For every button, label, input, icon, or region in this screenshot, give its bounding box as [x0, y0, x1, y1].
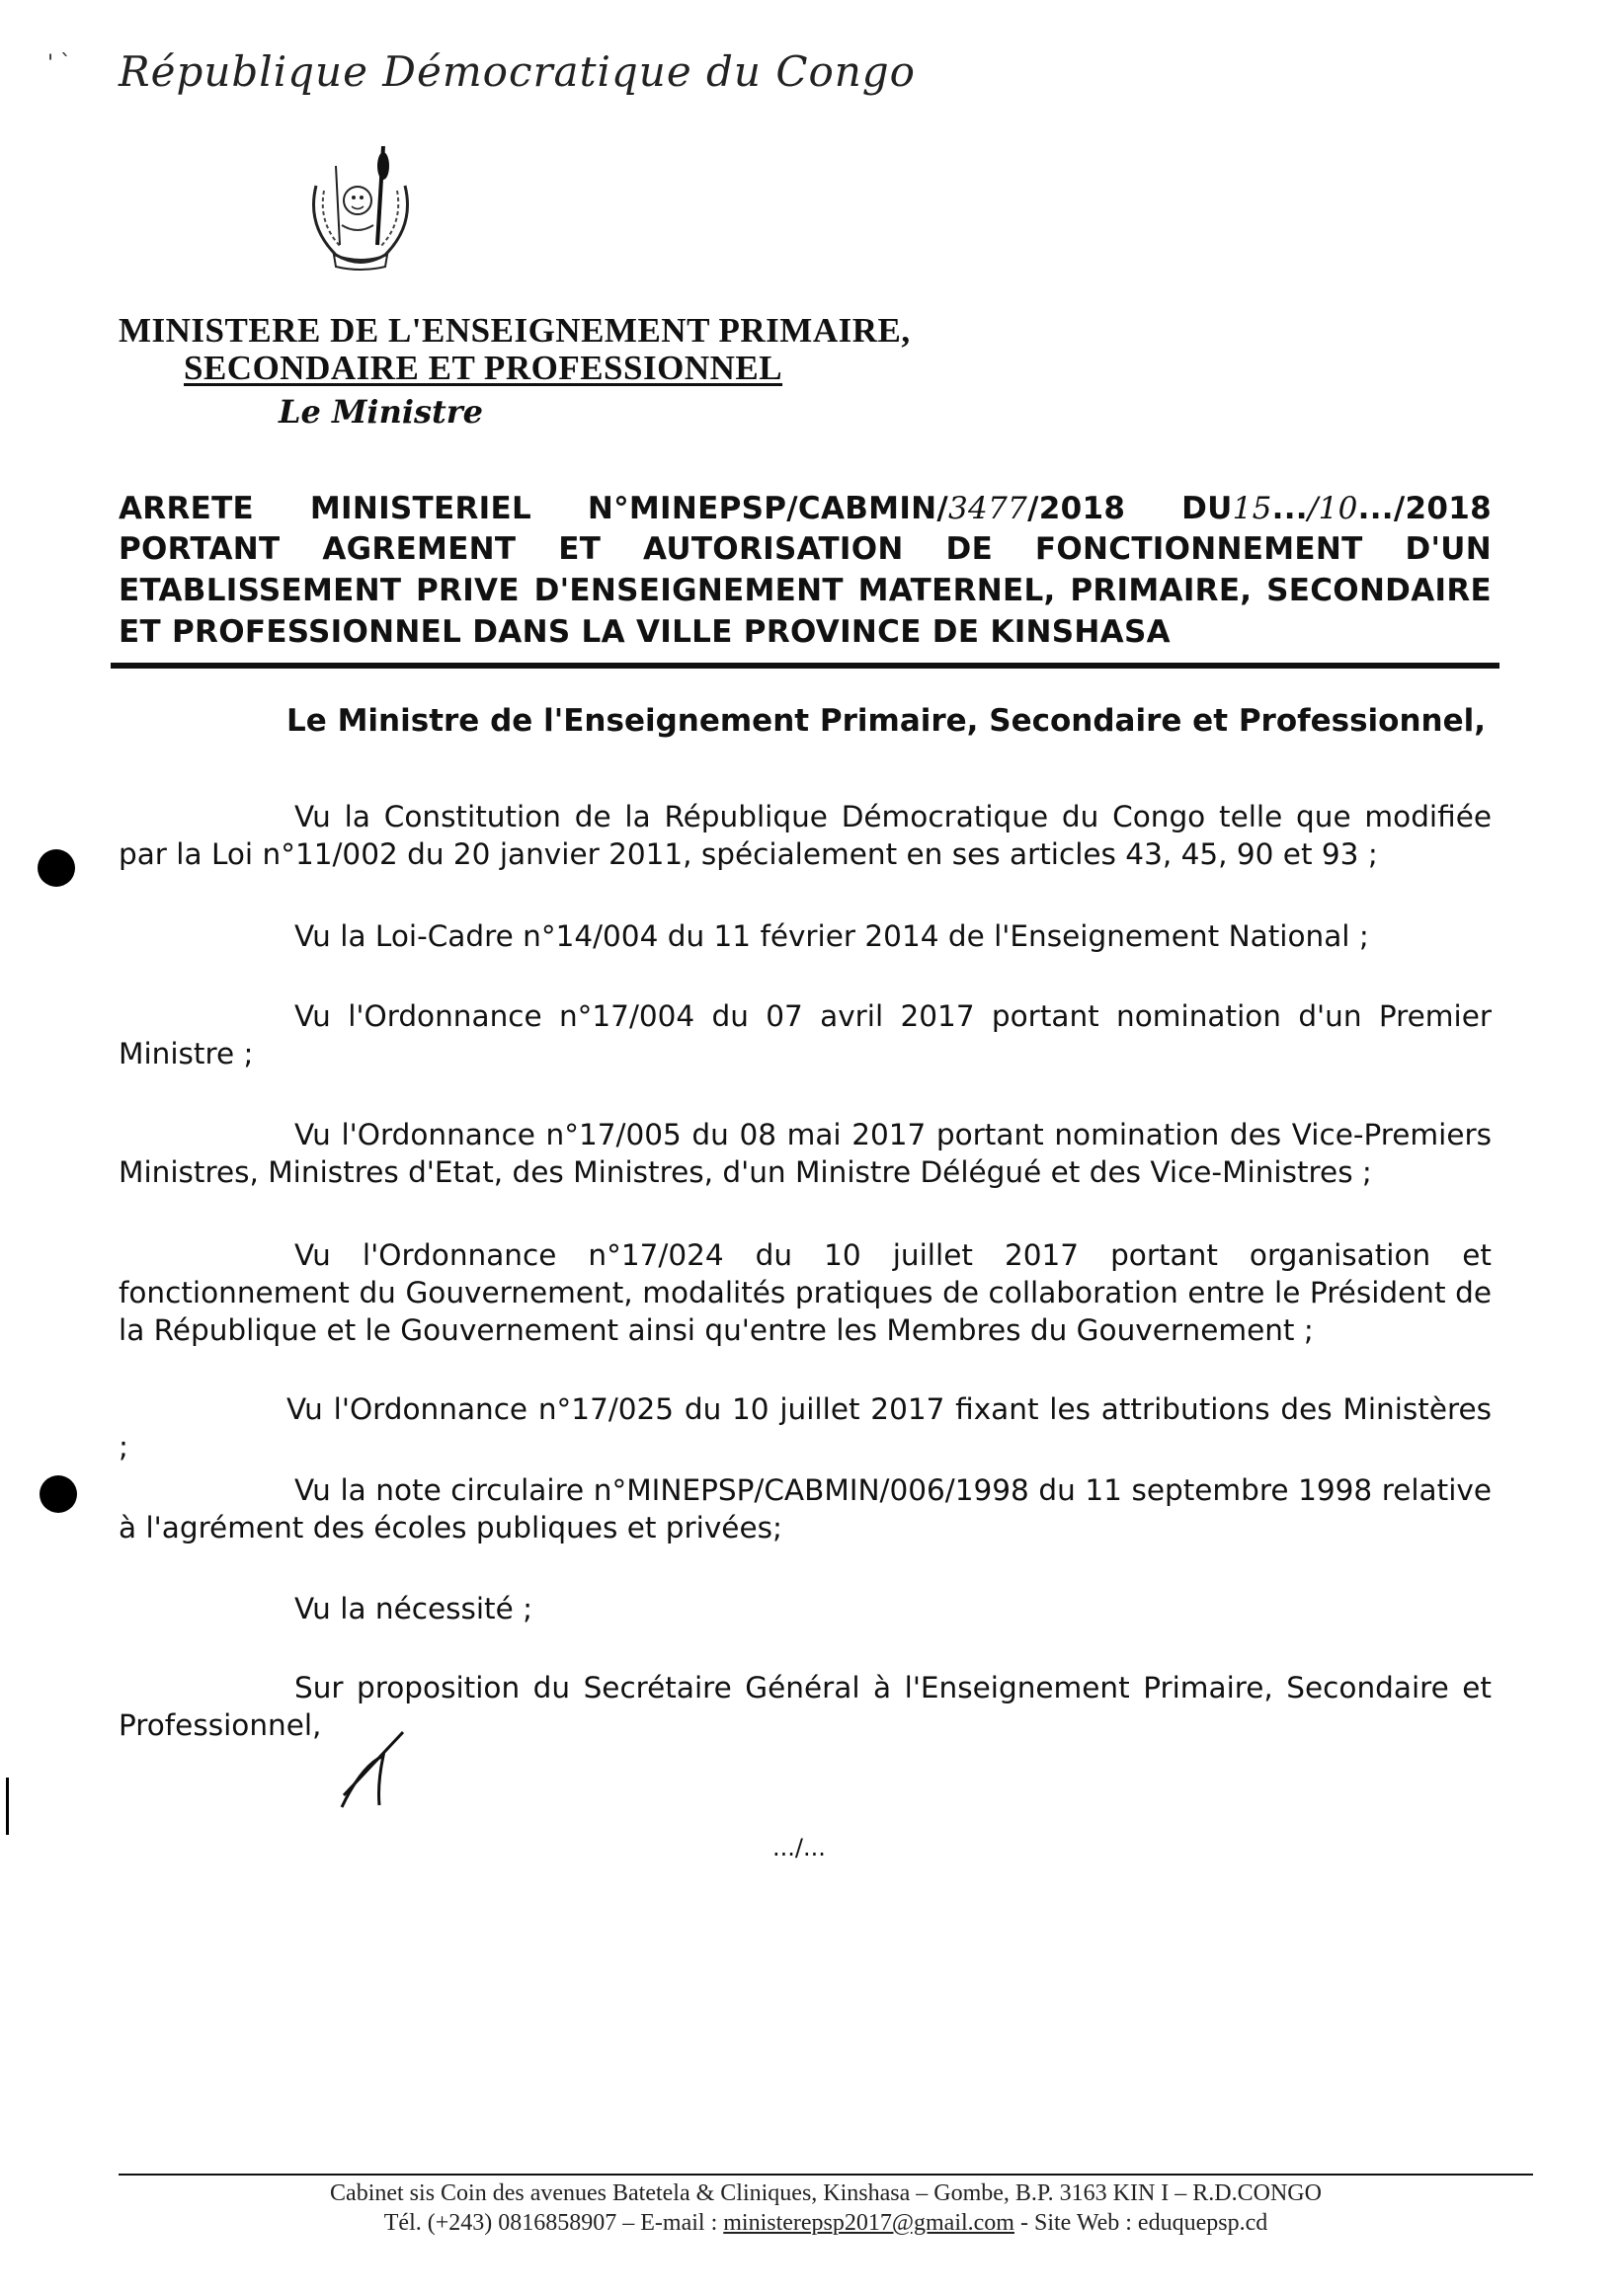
handwritten-date-day: 15 [1232, 491, 1272, 526]
footer-contact [119, 2210, 1533, 2237]
country-header: République Démocratique du Congo [119, 47, 916, 96]
scan-margin-mark [6, 1778, 9, 1835]
paraph-initial-signature [334, 1726, 413, 1815]
decree-title-line1 [119, 491, 1492, 526]
title-divider [111, 663, 1499, 669]
coat-of-arms-emblem [296, 146, 425, 275]
considerant-ordonnance-025: Vu l'Ordonnance n°17/025 du 10 juillet 2017 fixant les attributions des Ministères ; [119, 1392, 1492, 1464]
considerant-constitution: Vu la Constitution de la République Démocratique du Congo telle que modifiée par la Loi n°11/002 du 20 janvier 2011, spécialement en ses articles 43, 45, 90 et 93 ; [119, 800, 1492, 871]
minister-preamble: Le Ministre de l'Enseignement Primaire, Secondaire et Professionnel, [286, 703, 1487, 739]
footer-divider [119, 2174, 1533, 2176]
hole-punch-mark [40, 1475, 77, 1513]
scan-marks: ' ` [47, 51, 72, 76]
handwritten-date-month: /10 [1307, 491, 1358, 526]
ministry-name-line2: SECONDAIRE ET PROFESSIONNEL [184, 349, 783, 387]
decree-number-mid: /2018 DU [1027, 491, 1233, 526]
considerant-ordonnance-004: Vu l'Ordonnance n°17/004 du 07 avril 2017 portant nomination d'un Premier Ministre ; [119, 999, 1492, 1070]
office-title: Le Ministre [279, 393, 484, 431]
footer-address: Cabinet sis Coin des avenues Batetela & Cliniques, Kinshasa – Gombe, B.P. 3163 KIN I – R.D.CONGO [330, 2180, 1322, 2206]
considerant-necessite: Vu la nécessité ; [294, 1592, 533, 1625]
decree-number-prefix: ARRETE MINISTERIEL N°MINEPSP/CABMIN/ [119, 491, 949, 526]
footer-website: - Site Web : eduquepsp.cd [1013, 2210, 1268, 2236]
considerant-ordonnance-024: Vu l'Ordonnance n°17/024 du 10 juillet 2017 portant organisation et fonctionnement du Gouvernement, modalités pratiques de collaboration entre le Président de la République et le Gouvernement ainsi qu'entre les Membres du Gouvernement ; [119, 1238, 1492, 1347]
considerant-note-circulaire: Vu la note circulaire n°MINEPSP/CABMIN/006/1998 du 11 septembre 1998 relative à l'agrément des écoles publiques et privées; [119, 1473, 1492, 1544]
considerant-ordonnance-005: Vu l'Ordonnance n°17/005 du 08 mai 2017 portant nomination des Vice-Premiers Ministres, Ministres d'Etat, des Ministres, d'un Ministre Délégué et des Vice-Ministres ; [119, 1118, 1492, 1189]
decree-title-line4: ET PROFESSIONNEL DANS LA VILLE PROVINCE DE KINSHASA [119, 614, 1171, 650]
ministry-name-line1: MINISTERE DE L'ENSEIGNEMENT PRIMAIRE, [119, 311, 911, 350]
footer-email-link[interactable]: ministerepsp2017@gmail.com [723, 2210, 1014, 2236]
continuation-marker: .../... [772, 1834, 826, 1861]
considerant-loi-cadre: Vu la Loi-Cadre n°14/004 du 11 février 2014 de l'Enseignement National ; [294, 919, 1369, 953]
footer-tel: Tél. (+243) 0816858907 – E-mail : [383, 2210, 724, 2236]
hole-punch-mark [38, 849, 75, 887]
decree-year-suffix: .../2018 [1357, 491, 1492, 526]
decree-title-line3: ETABLISSEMENT PRIVE D'ENSEIGNEMENT MATERNEL, PRIMAIRE, SECONDAIRE [119, 573, 1492, 608]
handwritten-decree-number: 3477 [948, 491, 1028, 526]
date-separator: ... [1271, 491, 1308, 526]
considerant-proposition: Sur proposition du Secrétaire Général à l'Enseignement Primaire, Secondaire et Professionnel, [119, 1671, 1492, 1742]
decree-title-line2: PORTANT AGREMENT ET AUTORISATION DE FONCTIONNEMENT D'UN [119, 531, 1492, 567]
